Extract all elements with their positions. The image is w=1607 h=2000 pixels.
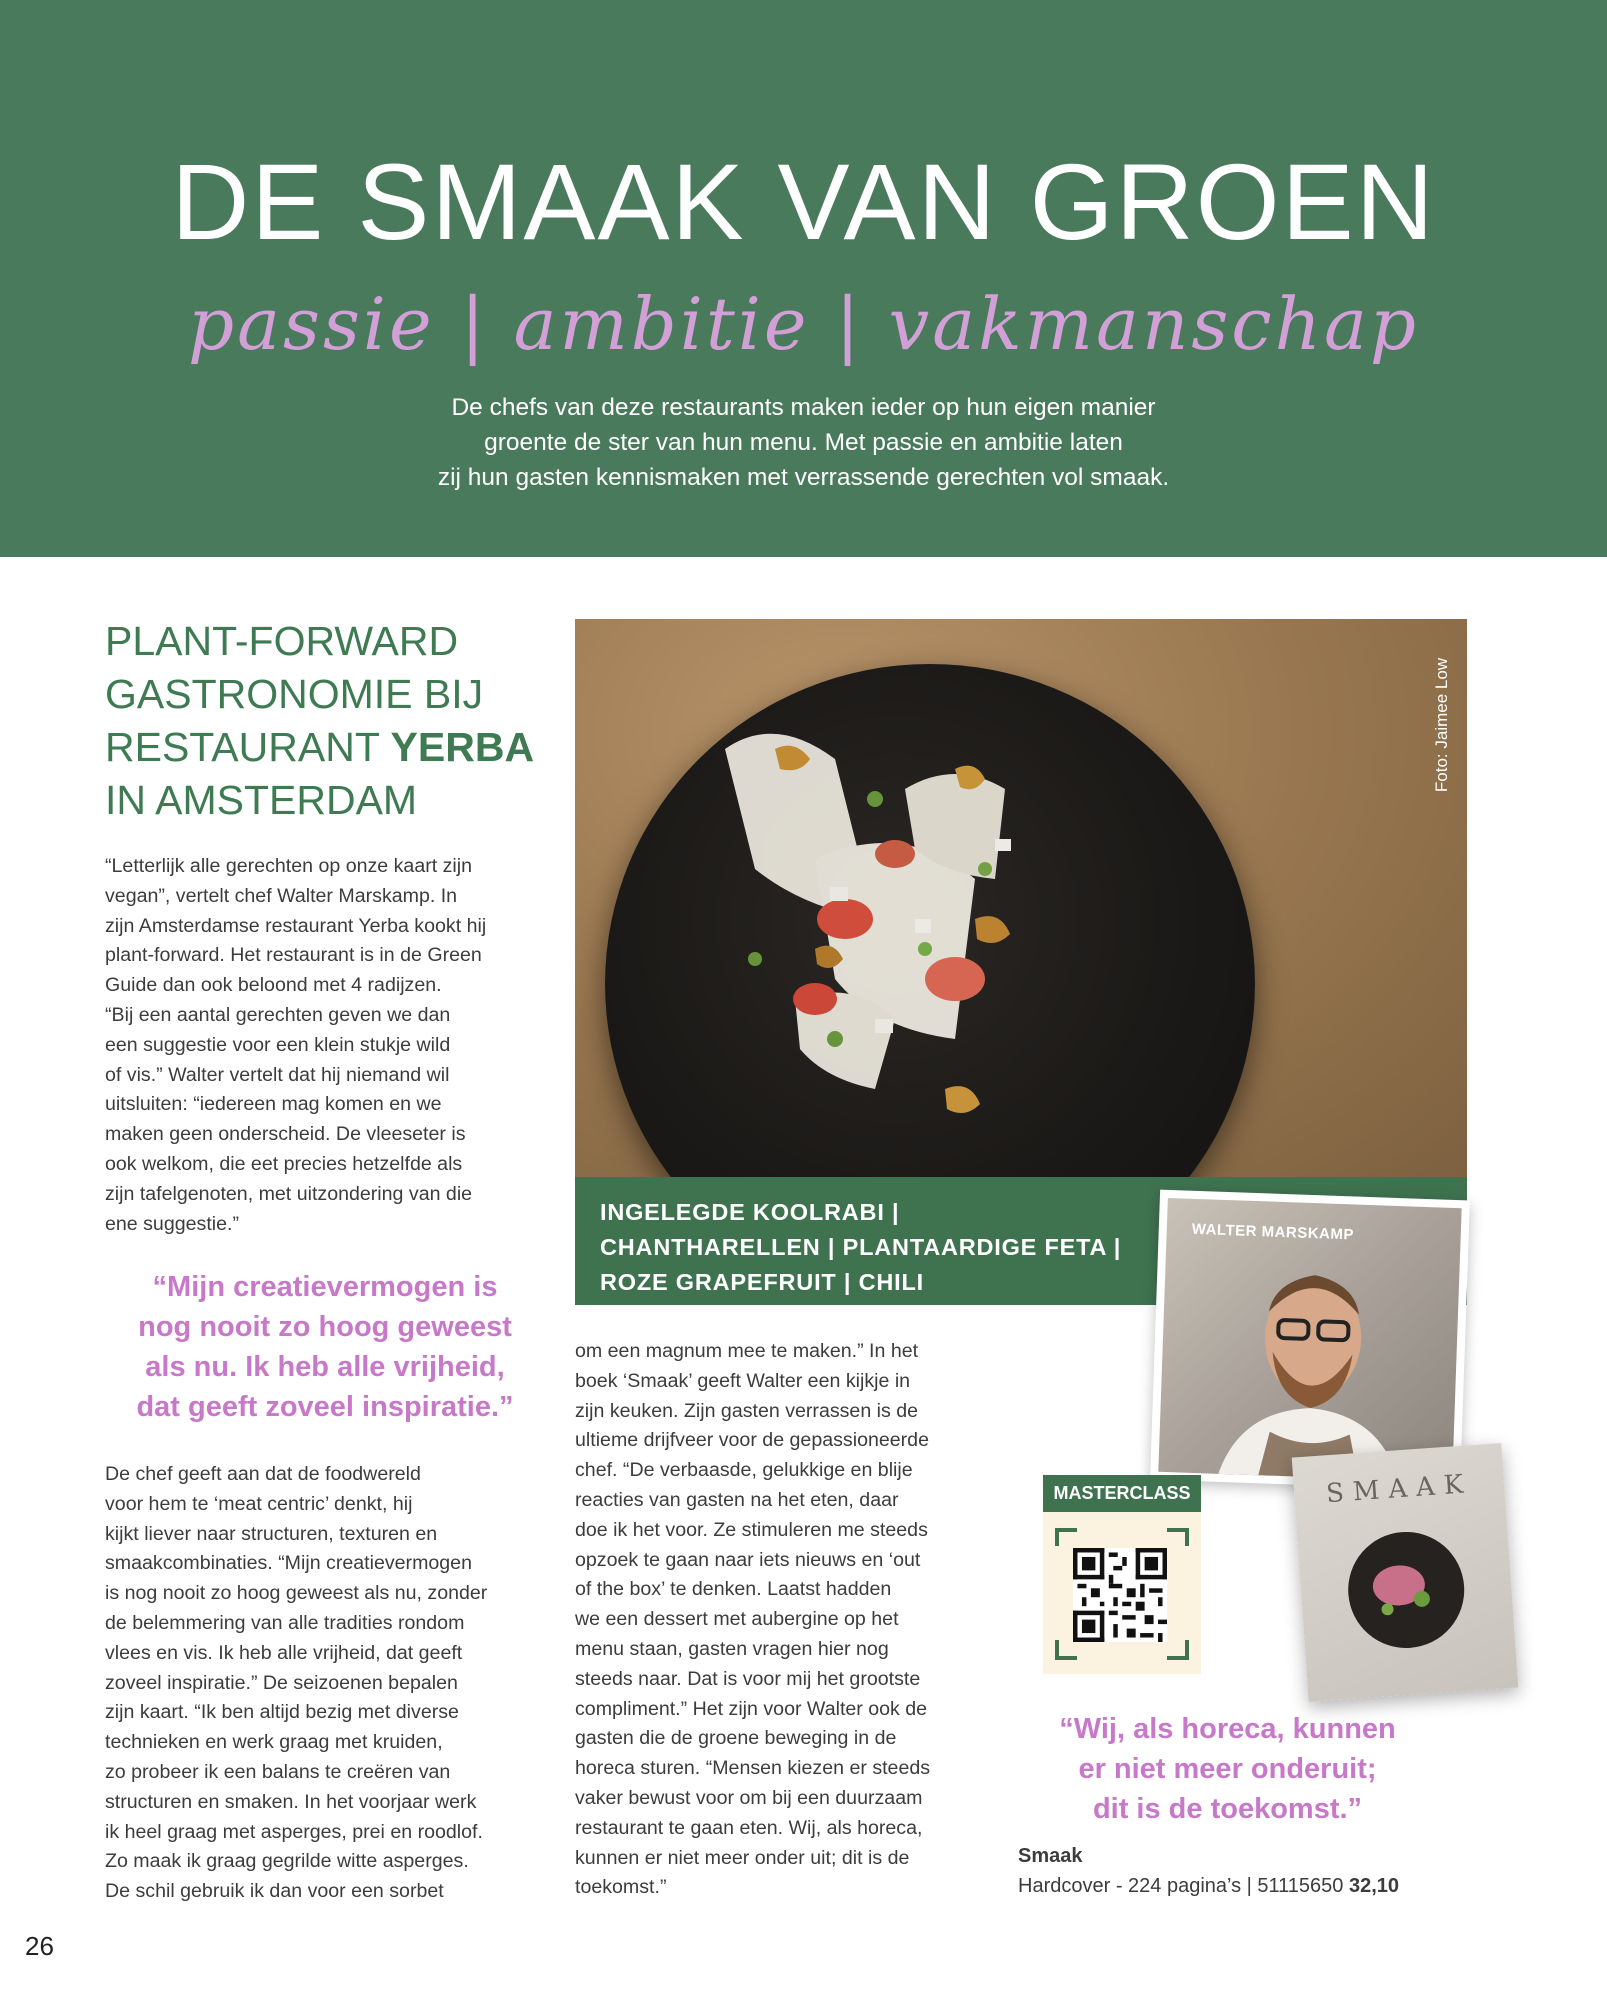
dish-photo bbox=[575, 619, 1467, 1177]
body-line: “Letterlijk alle gerechten op onze kaart zijn bbox=[105, 855, 473, 877]
body-line: we een dessert met aubergine op het bbox=[575, 1608, 899, 1631]
body-line: kunnen er niet meer onder uit; dit is de bbox=[575, 1846, 910, 1869]
quote-line: dat geeft zoveel inspiratie.” bbox=[136, 1391, 514, 1423]
body-column-2 bbox=[575, 1337, 995, 1903]
heading-line bbox=[105, 721, 565, 774]
body-line: “Bij een aantal gerechten geven we dan bbox=[105, 1003, 451, 1026]
body-line: ultieme drijfveer voor de gepassioneerde bbox=[575, 1429, 929, 1452]
body-column-1b bbox=[105, 1460, 545, 1907]
body-line: restaurant te gaan eten. Wij, als horeca, bbox=[575, 1816, 923, 1839]
body-line: De chef geeft aan dat de foodwereld bbox=[105, 1463, 421, 1485]
quote-line: “Wij, als horeca, kunnen bbox=[1059, 1713, 1396, 1745]
dish-garnish bbox=[575, 619, 1467, 1177]
intro-line: De chefs van deze restaurants maken ieder op hun eigen manier bbox=[451, 394, 1156, 421]
body-line: of vis.” Walter vertelt dat hij niemand wil bbox=[105, 1063, 450, 1086]
body-line: of the box’ te denken. Laatst hadden bbox=[575, 1578, 892, 1601]
body-line: structuren en smaken. In het voorjaar werk bbox=[105, 1790, 477, 1813]
body-line: ene suggestie.” bbox=[105, 1212, 239, 1235]
body-line: horeca sturen. “Mensen kiezen er steeds bbox=[575, 1757, 931, 1780]
quote-line: nog nooit zo hoog geweest bbox=[138, 1311, 512, 1343]
chef-photo-image bbox=[1158, 1198, 1461, 1482]
qr-code-icon[interactable] bbox=[1073, 1548, 1167, 1642]
body-line: uitsluiten: “iedereen mag komen en we bbox=[105, 1093, 442, 1116]
quote-line: dit is de toekomst.” bbox=[1092, 1793, 1363, 1825]
body-line: compliment.” Het zijn voor Walter ook de bbox=[575, 1697, 928, 1720]
chef-photo bbox=[1150, 1190, 1470, 1491]
body-line: ik heel graag met asperges, prei en roodlof. bbox=[105, 1820, 483, 1843]
body-line: De schil gebruik ik dan voor een sorbet bbox=[105, 1880, 444, 1903]
heading-line: GASTRONOMIE BIJ bbox=[105, 671, 484, 717]
body-column-1a bbox=[105, 852, 545, 1239]
book-name: Smaak bbox=[1018, 1845, 1083, 1867]
masterclass-tag: MASTERCLASS bbox=[1043, 1475, 1201, 1512]
body-line: maken geen onderscheid. De vleeseter is bbox=[105, 1123, 466, 1146]
book-details-line bbox=[1018, 1871, 1478, 1901]
script-subtitle: passie | ambitie | vakmanschap bbox=[188, 282, 1419, 366]
body-line: smaakcombinaties. “Mijn creatievermogen bbox=[105, 1552, 472, 1575]
body-line: zoveel inspiratie.” De seizoenen bepalen bbox=[105, 1671, 458, 1694]
caption-line: CHANTHARELLEN | PLANTAARDIGE FETA | bbox=[600, 1234, 1122, 1260]
book-cover-plate bbox=[1292, 1443, 1519, 1702]
photo-credit bbox=[1428, 640, 1456, 810]
caption-line: ROZE GRAPEFRUIT | CHILI bbox=[600, 1269, 924, 1295]
body-line: toekomst.” bbox=[575, 1876, 667, 1899]
body-line: is nog nooit zo hoog geweest als nu, zonder bbox=[105, 1582, 488, 1605]
body-line: zijn Amsterdamse restaurant Yerba kookt hij bbox=[105, 914, 487, 937]
quote-line: “Mijn creatievermogen is bbox=[152, 1271, 498, 1303]
body-line: zijn tafelgenoten, met uitzondering van die bbox=[105, 1182, 473, 1205]
body-line: boek ‘Smaak’ geeft Walter een kijkje in bbox=[575, 1369, 911, 1392]
pull-quote bbox=[105, 1267, 545, 1427]
intro-line: groente de ster van hun menu. Met passie en ambitie laten bbox=[484, 429, 1123, 456]
chef-name-label: WALTER MARSKAMP bbox=[1191, 1220, 1355, 1244]
body-line: menu staan, gasten vragen hier nog bbox=[575, 1637, 889, 1660]
page-number: 26 bbox=[25, 1931, 54, 1961]
body-line: reacties van gasten na het eten, daar bbox=[575, 1488, 899, 1511]
book-cover bbox=[1292, 1443, 1519, 1702]
body-line: Guide dan ook beloond met 4 radijzen. bbox=[105, 974, 442, 997]
heading-line: PLANT-FORWARD bbox=[105, 618, 459, 664]
body-line: technieken en werk graag met kruiden, bbox=[105, 1731, 443, 1754]
body-line: om een magnum mee te maken.” In het bbox=[575, 1340, 919, 1362]
body-line: zijn keuken. Zijn gasten verrassen is de bbox=[575, 1399, 919, 1422]
article-heading bbox=[105, 615, 565, 827]
body-line: zijn kaart. “Ik ben altijd bezig met diverse bbox=[105, 1701, 459, 1724]
book-info bbox=[1018, 1841, 1478, 1901]
photo-credit-text: Foto: Jaimee Low bbox=[1432, 657, 1451, 793]
pull-quote-2 bbox=[1015, 1709, 1440, 1829]
body-line: kijkt liever naar structuren, texturen en bbox=[105, 1522, 438, 1545]
body-line: plant-forward. Het restaurant is in de Green bbox=[105, 944, 482, 967]
body-line: opzoek te gaan naar iets nieuws en ‘out bbox=[575, 1548, 921, 1571]
book-price: 32,10 bbox=[1348, 1875, 1400, 1897]
book-cover-title: SMAAK bbox=[1325, 1469, 1474, 1510]
body-line: vlees en vis. Ik heb alle vrijheid, dat geeft bbox=[105, 1641, 463, 1664]
body-line: steeds naar. Dat is voor mij het grootste bbox=[575, 1667, 921, 1690]
header-banner bbox=[0, 0, 1607, 557]
body-line: voor hem te ‘meat centric’ denkt, hij bbox=[105, 1492, 413, 1515]
body-line: vegan”, vertelt chef Walter Marskamp. In bbox=[105, 884, 458, 907]
caption-line: INGELEGDE KOOLRABI | bbox=[600, 1199, 900, 1225]
intro-text bbox=[330, 390, 1277, 495]
book-details: Hardcover - 224 pagina’s | 51115650 bbox=[1018, 1875, 1349, 1897]
body-line: een suggestie voor een klein stukje wild bbox=[105, 1033, 451, 1056]
heading-line-prefix: RESTAURANT bbox=[105, 724, 391, 770]
quote-line: er niet meer onderuit; bbox=[1078, 1753, 1377, 1785]
intro-line: zij hun gasten kennismaken met verrassende gerechten vol smaak. bbox=[437, 464, 1170, 491]
quote-line: als nu. Ik heb alle vrijheid, bbox=[145, 1351, 505, 1383]
heading-line: IN AMSTERDAM bbox=[105, 777, 418, 823]
body-line: zo probeer ik een balans te creëren van bbox=[105, 1760, 451, 1783]
masterclass-qr-box[interactable] bbox=[1043, 1512, 1201, 1674]
body-line: vaker bewust voor om bij een duurzaam bbox=[575, 1786, 923, 1809]
body-line: gasten die de groene beweging in de bbox=[575, 1727, 897, 1750]
body-line: Zo maak ik graag gegrilde witte asperges. bbox=[105, 1850, 469, 1873]
body-line: ook welkom, die eet precies hetzelfde als bbox=[105, 1152, 463, 1175]
body-line: chef. “De verbaasde, gelukkige en blije bbox=[575, 1459, 913, 1482]
restaurant-name: YERBA bbox=[390, 724, 535, 770]
page-title: DE SMAAK VAN GROEN bbox=[171, 141, 1436, 262]
body-line: doe ik het voor. Ze stimuleren me steeds bbox=[575, 1518, 928, 1541]
body-line: de belemmering van alle tradities rondom bbox=[105, 1611, 465, 1634]
